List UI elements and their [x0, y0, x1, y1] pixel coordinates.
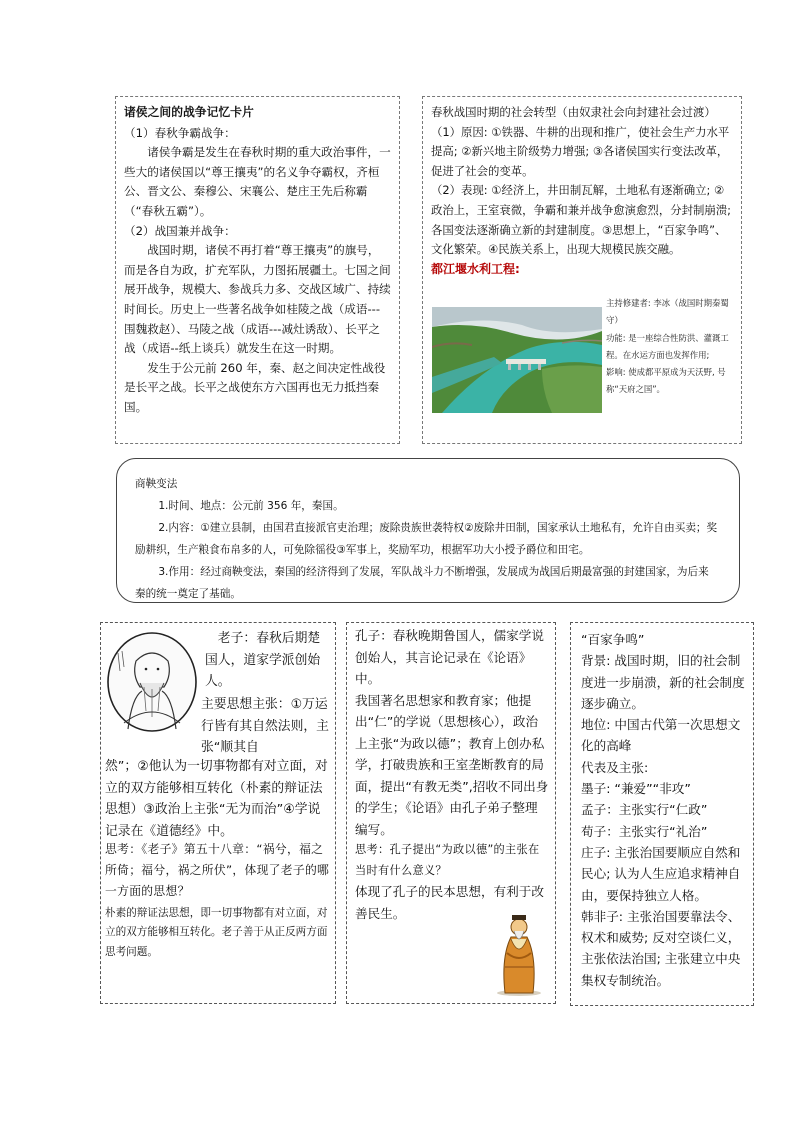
- confucius-think-answer: 体现了孔子的民本思想，有利于改善民生。: [355, 884, 544, 921]
- dujiangyan-heading: 都江堰水利工程:: [431, 261, 520, 276]
- confucius-think-question: 思考：孔子提出“为政以德”的主张在当时有什么意义？: [355, 843, 540, 877]
- war-card-title: 诸侯之间的战争记忆卡片: [124, 105, 254, 119]
- laozi-card: [100, 622, 336, 1004]
- dujiangyan-function: 功能: 是一座综合性防洪、灌溉工程。在水运方面也发挥作用;: [606, 332, 729, 360]
- hundred-schools-status: 地位: 中国古代第一次思想文化的高峰: [581, 717, 741, 754]
- shang-yang-content: 2.内容：①建立县制，由国君直接派官吏治理；废除贵族世袭特权②废除井田制，国家承认土地私有，允许自由买卖；奖励耕织，生产粮食布帛多的人，可免除徭役③军事上，奖励军功，根据军功大小授予爵位和田宅。: [135, 522, 718, 556]
- society-causes: （1）原因: ①铁器、牛耕的出现和推广，使社会生产力水平提高; ②新兴地主阶级势力增强; ③各诸侯国实行变法改革，促进了社会的变革。: [431, 124, 730, 178]
- confucius-intro: 孔子：春秋晚期鲁国人，儒家学说创始人，其言论记录在《论语》中。: [355, 628, 544, 686]
- laozi-intro: 老子：春秋后期楚国人，道家学派创始人。: [205, 631, 321, 690]
- warring-states-war-text: 战国时期，诸侯不再打着“尊王攘夷”的旗号，而是各自为政，扩充军队，力图拓展疆土。七国之间展开战争，规模大、参战兵力多、交战区域广、持续时间长。历史上一些著名战争如桂陵之战（成语---围魏救赵）、马陵之战（成语---减灶诱敌）、长平之战（成语--纸上谈兵）就发生在这一时期。: [124, 243, 391, 356]
- shang-yang-reform-card: [116, 458, 740, 603]
- shang-yang-effect: 3.作用：经过商鞅变法，秦国的经济得到了发展，军队战斗力不断增强，发展成为战国后期最富强的封建国家，为后来秦的统一奠定了基础。: [135, 566, 709, 600]
- hundred-schools-title: “百家争鸣”: [581, 632, 645, 647]
- confucius-figure: [491, 907, 547, 997]
- laozi-think-answer: 朴素的辩证法思想，即一切事物都有对立面，对立的双方能够相互转化。老子善于从正反两方面思考问题。: [105, 907, 328, 958]
- spring-autumn-war-heading: （1）春秋争霸战争：: [124, 125, 236, 140]
- laozi-ideas-part1: 主要思想主张：①万运行皆有其自然法则，主张“顺其自: [201, 697, 329, 756]
- dujiangyan-builder: 主持修建者: 李冰（战国时期秦蜀守）: [606, 298, 729, 326]
- laozi-think-question: 思考：《老子》第五十八章：“祸兮，福之所倚；福兮，祸之所伏”，体现了老子的哪一方面的思想？: [105, 842, 330, 898]
- xunzi-item: 荀子：主张实行“礼治”: [581, 823, 708, 839]
- laozi-ideas-part2: 然”；②他认为一切事物都有对立面，对立的双方能够相互转化（朴素的辩证法思想）③政治上主张“无为而治”④学说记录在《道德经》中。: [105, 759, 328, 839]
- shang-yang-title: 商鞅变法: [135, 478, 178, 490]
- dujiangyan-notes: [606, 295, 736, 399]
- hundred-schools-background: 背景: 战国时期，旧的社会制度进一步崩溃，新的社会制度逐步确立。: [581, 653, 745, 711]
- mengzi-item: 孟子：主张实行“仁政”: [581, 802, 708, 818]
- laozi-portrait: [106, 631, 198, 734]
- changping-battle-text: 发生于公元前 260 年，秦、赵之间决定性战役是长平之战。长平之战使东方六国再也无力抵挡秦国。: [124, 360, 386, 414]
- social-transition-card: [422, 96, 742, 444]
- war-memory-card: [115, 96, 400, 444]
- dujiangyan-photo: [432, 307, 602, 413]
- hanfeizi-item: 韩非子: 主张治国要靠法令、权术和威势; 反对空谈仁义，主张依法治国; 主张建立中央集权专制统治。: [581, 908, 741, 988]
- hundred-schools-card: [570, 622, 754, 1006]
- representatives-label: 代表及主张:: [581, 759, 649, 775]
- confucius-body: 我国著名思想家和教育家；他提出“仁”的学说（思想核心），政治上主张“为政以德”；教育上创办私学，打破贵族和王室垄断教育的局面，提出“有教无类”,招收不同出身的学生；《论语》由孔子弟子整理编写。: [355, 692, 549, 837]
- spring-autumn-war-text: 诸侯争霸是发生在春秋时期的重大政治事件，一些大的诸侯国以“尊王攘夷”的名义争夺霸权，齐桓公、晋文公、秦穆公、宋襄公、楚庄王先后称霸（“春秋五霸”）。: [124, 145, 391, 218]
- shang-yang-time: 1.时间、地点：公元前 356 年，秦国。: [158, 500, 344, 512]
- confucius-card: [346, 622, 556, 1004]
- society-card-title: 春秋战国时期的社会转型（由奴隶社会向封建社会过渡）: [431, 105, 716, 119]
- mozi-item: 墨子: “兼爱”“非攻”: [581, 781, 691, 797]
- warring-states-war-heading: （2）战国兼并战争：: [124, 223, 236, 238]
- dujiangyan-impact: 影响: 使成都平原成为天沃野, 号称“天府之国”。: [606, 367, 726, 395]
- zhuangzi-item: 庄子: 主张治国要顺应自然和民心; 认为人生应追求精神自由，要保持独立人格。: [581, 844, 741, 903]
- society-manifestations: （2）表现: ①经济上，井田制瓦解，土地私有逐渐确立; ②政治上，王室衰微，争霸和兼并战争愈演愈烈，分封制崩溃; 各国变法逐渐确立新的封建制度。③思想上，“百家争鸣”、文化繁荣。④民族关系上，出现大规模民族交融。: [431, 183, 731, 257]
